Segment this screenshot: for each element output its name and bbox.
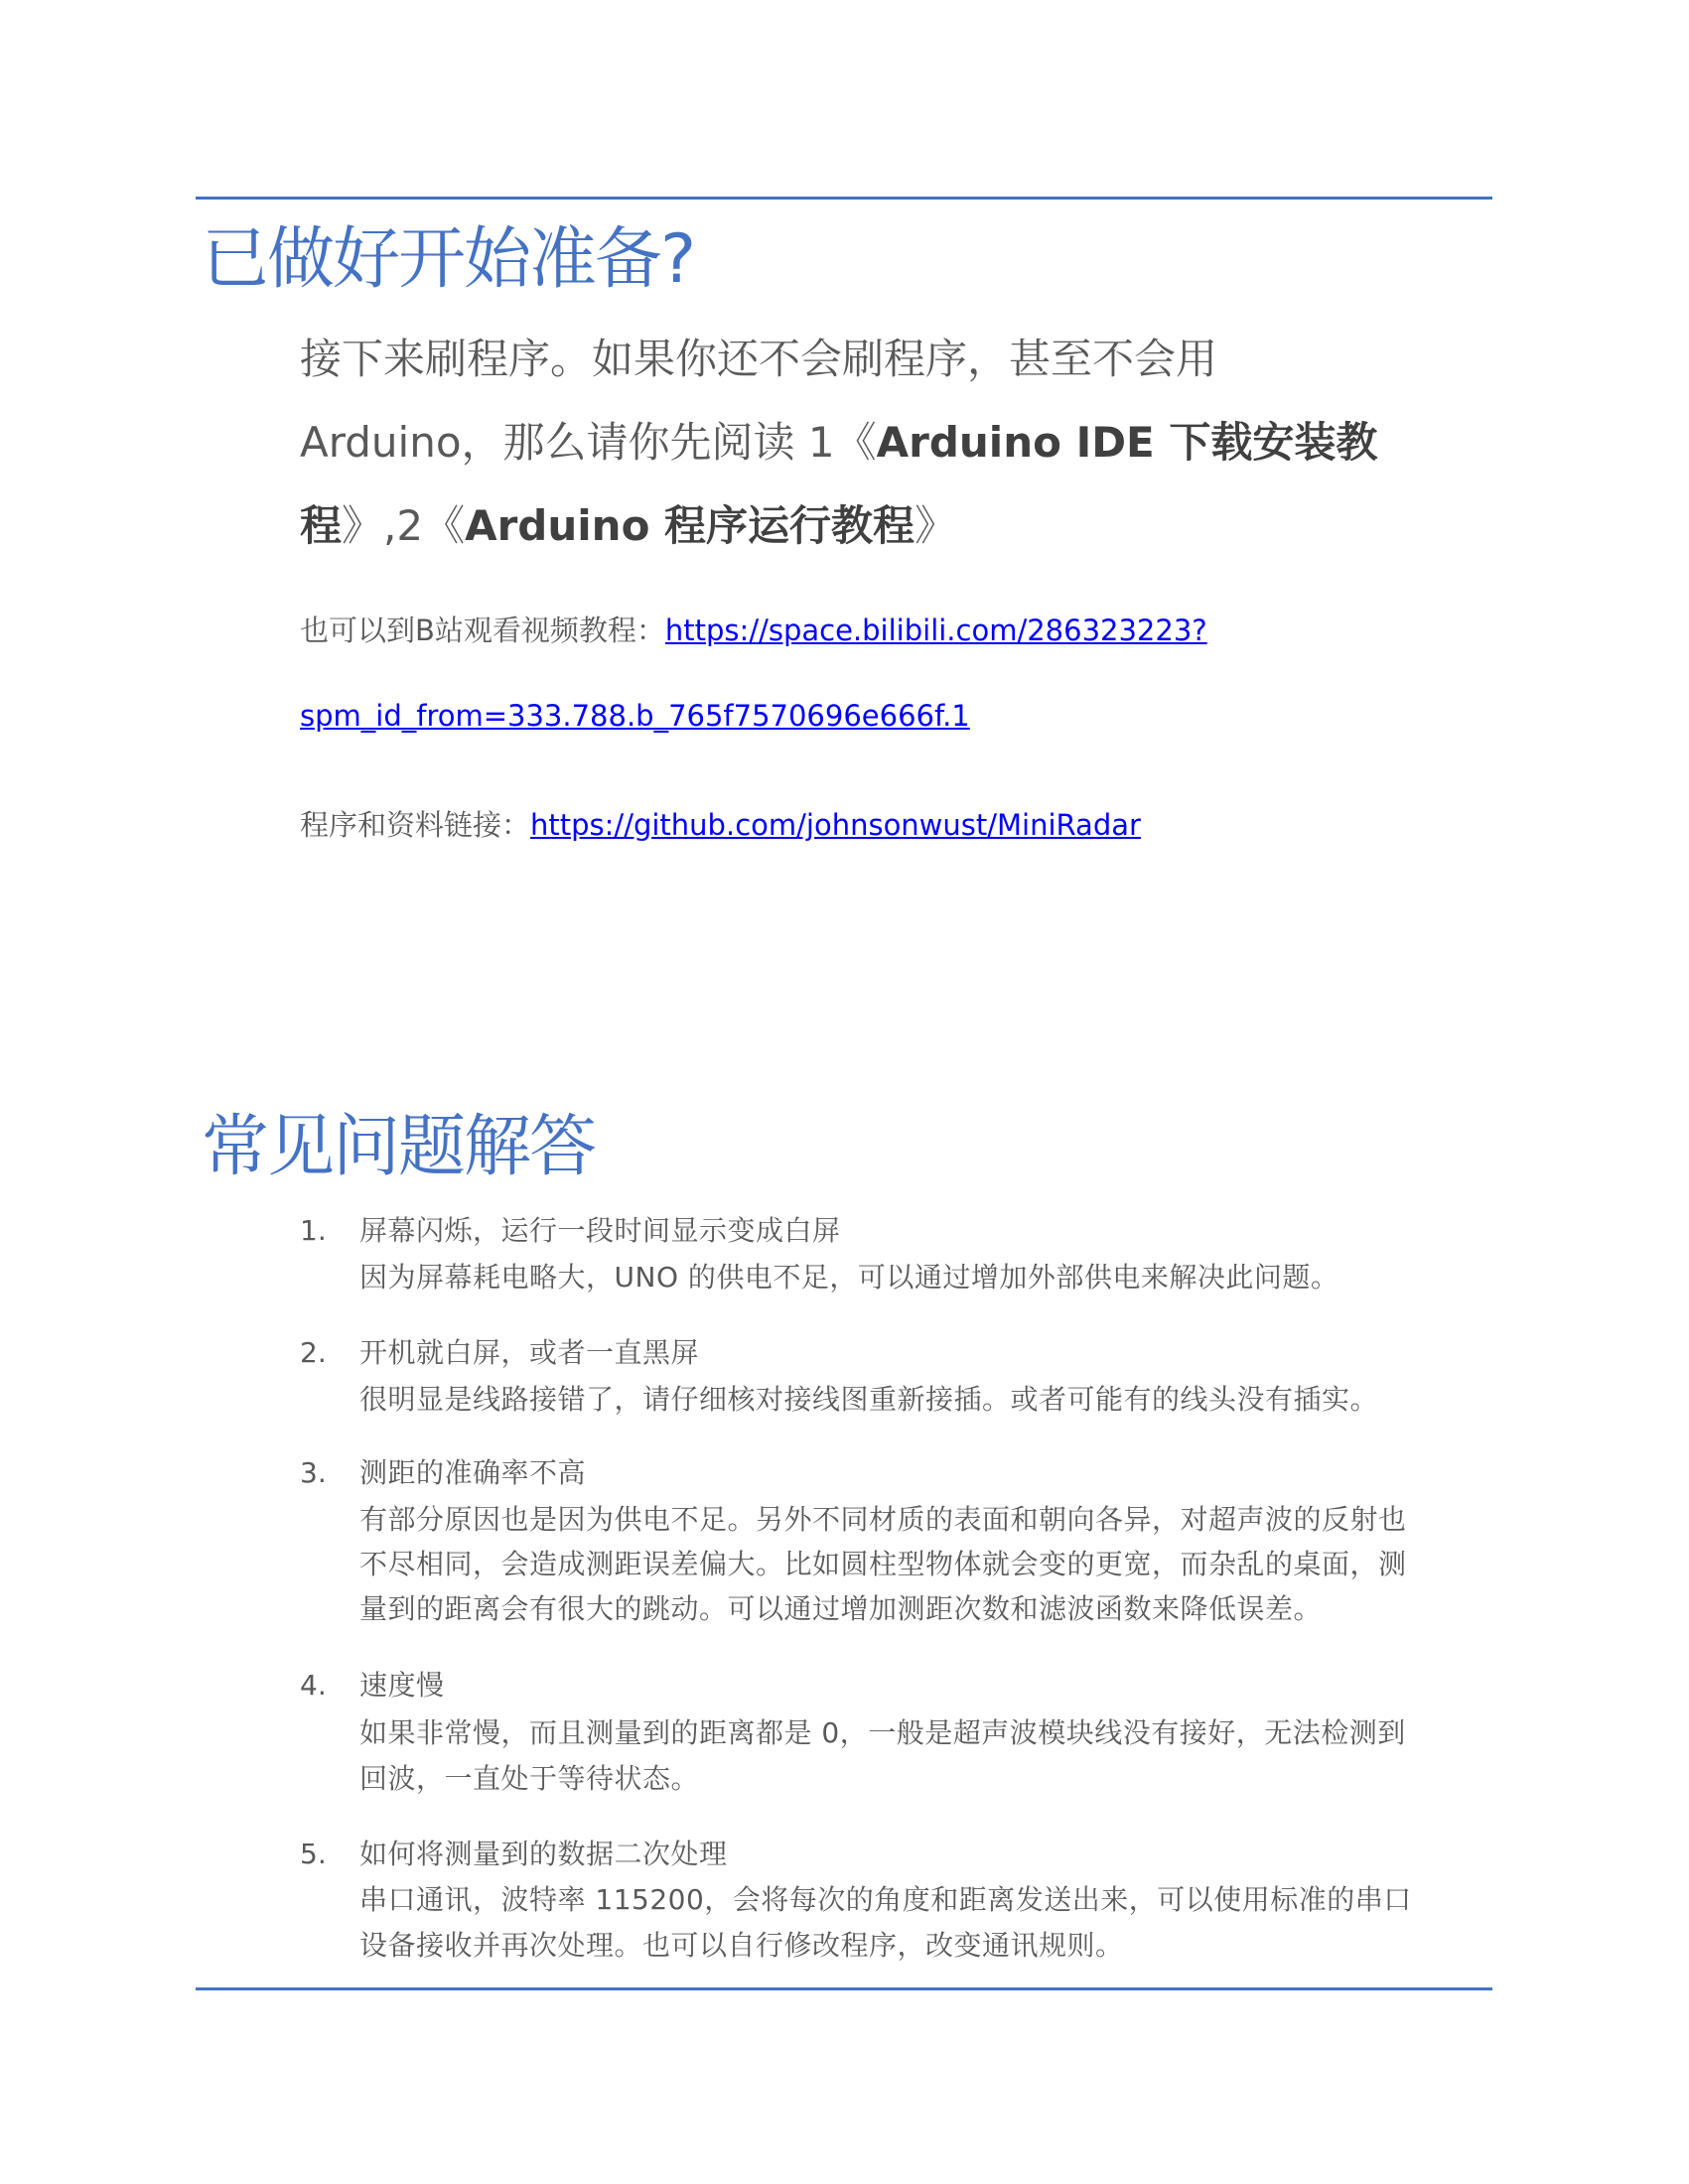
faq-answer-line: 很明显是线路接错了，请仔细核对接线图重新接插。或者可能有的线头没有插实。 bbox=[359, 1383, 1379, 1416]
intro-text: 》,2《 bbox=[342, 501, 466, 550]
faq-answer-line: 回波，一直处于等待状态。 bbox=[359, 1762, 700, 1795]
faq-question: 屏幕闪烁，运行一段时间显示变成白屏 bbox=[359, 1214, 841, 1247]
github-label: 程序和资料链接： bbox=[300, 808, 531, 842]
faq-number: 2. bbox=[300, 1336, 327, 1369]
intro-line-1: 接下来刷程序。如果你还不会刷程序，甚至不会用 bbox=[300, 335, 1218, 383]
faq-number: 3. bbox=[300, 1456, 327, 1489]
github-link[interactable]: https://github.com/johnsonwust/MiniRadar bbox=[530, 808, 1141, 842]
intro-text: 》 bbox=[915, 501, 957, 550]
section-title-ready: 已做好开始准备? bbox=[202, 220, 695, 299]
section-title-faq: 常见问题解答 bbox=[202, 1108, 596, 1186]
bilibili-line-2 bbox=[300, 699, 970, 733]
faq-question: 如何将测量到的数据二次处理 bbox=[359, 1838, 728, 1870]
faq-answer-line: 串口通讯，波特率 115200，会将每次的角度和距离发送出来，可以使用标准的串口 bbox=[359, 1883, 1412, 1916]
faq-number: 1. bbox=[300, 1214, 327, 1247]
bilibili-label: 也可以到B站观看视频教程： bbox=[300, 614, 665, 647]
faq-number: 5. bbox=[300, 1838, 327, 1870]
faq-answer-line: 量到的距离会有很大的跳动。可以通过增加测距次数和滤波函数来降低误差。 bbox=[359, 1592, 1323, 1625]
faq-question: 速度慢 bbox=[359, 1669, 445, 1702]
github-line bbox=[300, 808, 1141, 842]
faq-question: 开机就白屏，或者一直黑屏 bbox=[359, 1336, 700, 1369]
run-tutorial-title: Arduino 程序运行教程 bbox=[465, 501, 915, 550]
faq-answer-line: 设备接收并再次处理。也可以自行修改程序，改变通讯规则。 bbox=[359, 1929, 1124, 1962]
faq-answer-line: 因为屏幕耗电略大，UNO 的供电不足，可以通过增加外部供电来解决此问题。 bbox=[359, 1261, 1339, 1294]
bilibili-link[interactable]: https://space.bilibili.com/286323223? bbox=[664, 614, 1207, 647]
ide-tutorial-title: Arduino IDE 下载安装教 bbox=[876, 418, 1378, 467]
bottom-divider bbox=[196, 1987, 1492, 1990]
intro-line-3 bbox=[300, 501, 957, 550]
bilibili-line bbox=[300, 616, 1207, 645]
intro-text: Arduino，那么请你先阅读 1《 bbox=[300, 418, 877, 467]
intro-line-2 bbox=[300, 418, 1378, 467]
ide-tutorial-title-end: 程 bbox=[300, 501, 343, 550]
faq-answer-line: 有部分原因也是因为供电不足。另外不同材质的表面和朝向各异，对超声波的反射也 bbox=[359, 1503, 1407, 1536]
top-divider bbox=[196, 197, 1492, 200]
bilibili-link-continued[interactable]: spm_id_from=333.788.b_765f7570696e666f.1 bbox=[300, 699, 970, 733]
faq-answer-line: 如果非常慢，而且测量到的距离都是 0，一般是超声波模块线没有接好，无法检测到 bbox=[359, 1716, 1406, 1749]
faq-question: 测距的准确率不高 bbox=[359, 1456, 587, 1489]
faq-number: 4. bbox=[300, 1669, 327, 1702]
faq-answer-line: 不尽相同，会造成测距误差偏大。比如圆柱型物体就会变的更宽，而杂乱的桌面，测 bbox=[359, 1548, 1407, 1580]
